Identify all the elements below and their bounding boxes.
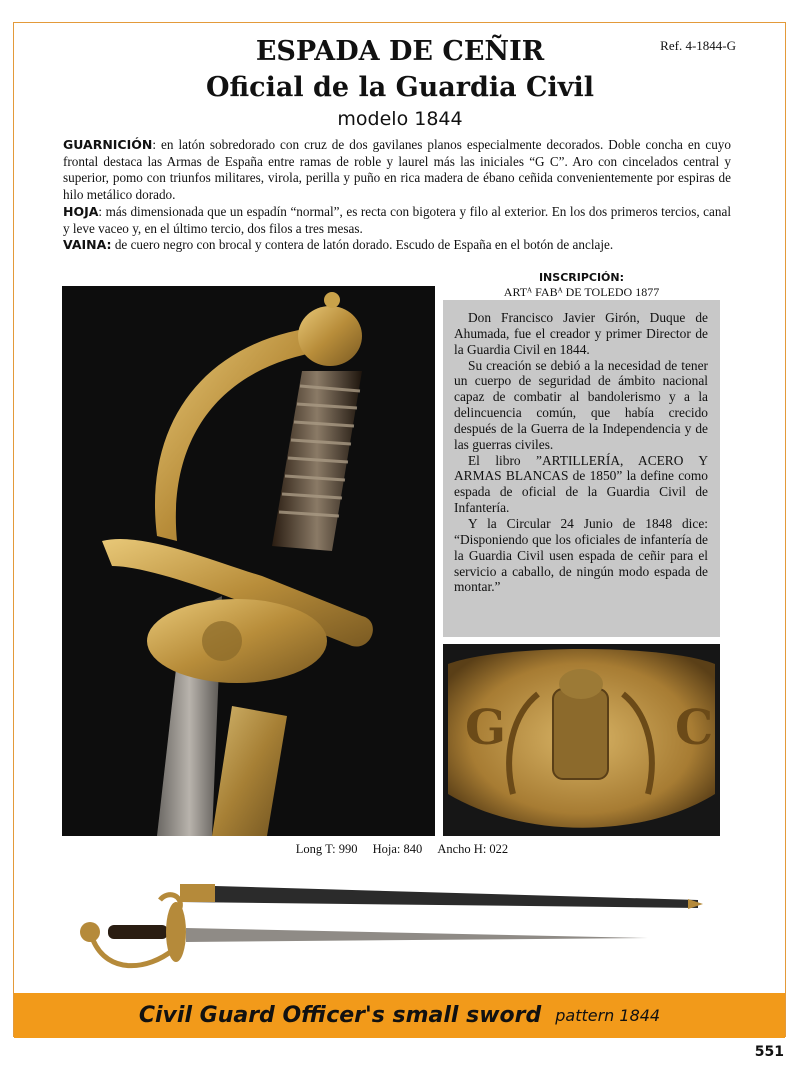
dimension-width: Ancho H: 022 — [437, 842, 509, 856]
full-sword-image — [78, 880, 708, 975]
model-year: modelo 1844 — [337, 108, 463, 130]
history-paragraph-2: Su creación se debió a la necesidad de tener un cuerpo de seguridad de ámbito nacional capaz de combatir al bandolerismo y a la delincuencia común, que había crecido después de la Guerra de la Independencia y de las guerras civiles. — [454, 357, 708, 452]
vaina-label: VAINA: — [63, 237, 112, 253]
inscription — [443, 270, 720, 300]
sword-hilt-photo — [62, 286, 435, 836]
inscription-text: ARTᴬ FABᴬ DE TOLEDO 1877 — [503, 285, 660, 299]
description-block — [63, 137, 731, 254]
vaina-paragraph — [63, 237, 731, 254]
hoja-paragraph — [63, 204, 731, 237]
svg-text:C: C — [675, 700, 714, 756]
english-title: Civil Guard Officer's small sword — [138, 1003, 542, 1028]
shell-detail-photo — [443, 644, 720, 836]
svg-text:G: G — [465, 700, 506, 756]
history-paragraph-3: El libro ”ARTILLERÍA, ACERO Y ARMAS BLANCAS de 1850” la define como espada de oficial de la Guardia Civil de Infantería. — [454, 452, 708, 516]
dimensions — [62, 842, 742, 857]
dimension-blade: Hoja: 840 — [372, 842, 423, 856]
inscription-label: INSCRIPCIÓN: — [538, 271, 625, 284]
page-title: ESPADA DE CEÑIR — [255, 36, 545, 67]
vaina-text: de cuero negro con brocal y contera de latón dorado. Escudo de España en el botón de anclaje. — [111, 237, 614, 253]
english-title-banner — [14, 993, 785, 1038]
reference-number: Ref. 4-1844-G — [660, 38, 736, 53]
hoja-label: HOJA — [63, 203, 99, 219]
hoja-text: : más dimensionada que un espadín “normal”, es recta con bigotera y filo al exterior. En los dos primeros tercios, canal y leve vaceo y, en el último tercio, dos filos a tres mesas. — [63, 203, 731, 236]
guarnicion-label: GUARNICIÓN — [63, 137, 153, 152]
sword-hilt-image — [62, 286, 435, 836]
shell-detail-image — [443, 644, 720, 836]
full-sword-photo — [78, 880, 708, 975]
history-paragraph-4: Y la Circular 24 Junio de 1848 dice: “Disponiendo que los oficiales de infantería de la Guardia Civil usen espada de ceñir para el servicio a caballo, de ningún modo espada de montar.” — [454, 515, 708, 595]
page-subtitle: Oficial de la Guardia Civil — [206, 72, 594, 103]
guarnicion-text: : en latón sobredorado con cruz de dos gavilanes planos especialmente decorados. Doble concha en cuyo frontal destaca las Armas de España entre ramas de roble y laurel más las iniciales “G C”. Aro con cincelados central y superior, pomo con triunfos militares, virola, perilla y puño en rica madera de ébano ceñida convenientemente por espiras de hilo metálico dorado. — [63, 137, 731, 203]
history-paragraph-1: Don Francisco Javier Girón, Duque de Ahumada, fue el creador y primer Director de la Guardia Civil en 1844. — [454, 310, 708, 357]
dimension-total-length: Long T: 990 — [295, 842, 358, 856]
guarnicion-paragraph — [63, 137, 731, 204]
history-box — [443, 300, 720, 637]
pattern-year: pattern 1844 — [555, 1006, 661, 1025]
page-number: 551 — [754, 1044, 784, 1060]
